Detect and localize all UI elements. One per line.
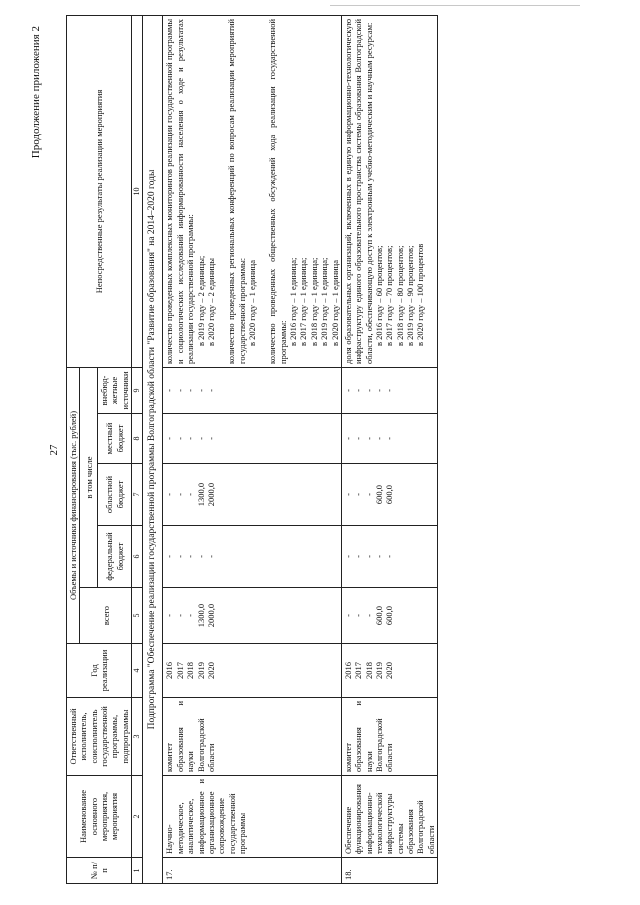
program-table — [66, 15, 438, 884]
header-funding: Объемы и источники финансирования (тыс. рублей) — [67, 367, 80, 643]
header-including: в том числе — [80, 367, 98, 587]
column-number: 2 — [132, 776, 143, 858]
year: 2016 — [164, 662, 175, 679]
header-year: Год реализации — [67, 644, 132, 698]
result-line: в 2016 году – 60 процентов; — [373, 245, 384, 346]
header-row-1 — [67, 15, 80, 883]
header-results: Непосредственные результаты реализации мероприятия — [67, 15, 132, 367]
local-cell — [341, 414, 437, 464]
table-row — [163, 15, 341, 883]
year: 2020 — [206, 662, 217, 679]
value: - — [174, 437, 185, 440]
value: - — [206, 555, 217, 558]
subprogram-title: Подпрограмма "Обеспечение реализации государственной программы Волгоградской области "Развитие образования" на 2014–2020 годы — [142, 15, 163, 883]
appendix-continuation-label: Продолжение приложения 2 — [30, 26, 42, 159]
value: 1300,0 — [195, 603, 206, 628]
regional-cell — [163, 464, 341, 526]
column-number: 8 — [132, 414, 143, 464]
value: - — [342, 389, 353, 392]
header-activity-name: Наименование основного мероприятия, мероприятия — [67, 776, 132, 858]
value: - — [363, 493, 374, 496]
value: - — [363, 437, 374, 440]
result-text: количество проведенных общественных обсуждений хода реализации государственной программы: — [267, 18, 288, 364]
result-text: количество проведенных региональных конференций по вопросам реализации мероприятий государственной программы: — [226, 18, 247, 364]
header-executor: Ответственный исполнитель, соисполнитель государственной программы, подпрограммы — [67, 698, 132, 776]
year: 2016 — [342, 662, 353, 679]
year: 2017 — [353, 662, 364, 679]
value: 2000,0 — [206, 482, 217, 507]
value: - — [174, 389, 185, 392]
value: - — [353, 437, 364, 440]
value: - — [164, 614, 175, 617]
value: - — [185, 437, 196, 440]
table-row — [341, 15, 437, 883]
subprogram-row — [142, 15, 163, 883]
header-num: № п/п — [67, 858, 132, 884]
header-local: местный бюджет — [98, 414, 132, 464]
column-number-row — [132, 15, 143, 883]
value: - — [363, 614, 374, 617]
value: - — [164, 555, 175, 558]
value: - — [342, 493, 353, 496]
year: 2020 — [384, 662, 395, 679]
regional-cell — [341, 464, 437, 526]
rotated-page — [26, 10, 626, 890]
federal-cell — [341, 526, 437, 588]
column-number: 9 — [132, 367, 143, 413]
value: 600,0 — [374, 484, 385, 505]
result-line: в 2016 году – 1 единица; — [288, 257, 299, 346]
header-regional: областной бюджет — [98, 464, 132, 526]
value: - — [353, 555, 364, 558]
value: - — [374, 437, 385, 440]
page-number: 27 — [48, 444, 60, 456]
value: - — [384, 389, 395, 392]
value: - — [174, 555, 185, 558]
value: 2000,0 — [206, 603, 217, 628]
value: - — [353, 493, 364, 496]
value: - — [174, 614, 185, 617]
total-cell — [163, 588, 341, 644]
value: - — [195, 389, 206, 392]
federal-cell — [163, 526, 341, 588]
extrabudget-cell — [163, 367, 341, 413]
result-line: в 2017 году – 1 единица; — [298, 257, 309, 346]
years-cell — [341, 644, 437, 698]
scan-edge-line — [330, 5, 580, 6]
result-line: в 2019 году – 1 единица; — [319, 257, 330, 346]
value: - — [164, 437, 175, 440]
value: - — [185, 555, 196, 558]
value: - — [363, 555, 374, 558]
column-number: 6 — [132, 526, 143, 588]
result-line: в 2018 году – 80 процентов; — [394, 245, 405, 346]
value: - — [374, 555, 385, 558]
value: - — [185, 493, 196, 496]
value: - — [185, 614, 196, 617]
value: - — [384, 555, 395, 558]
value: - — [164, 389, 175, 392]
column-number: 4 — [132, 644, 143, 698]
value: 600,0 — [384, 605, 395, 626]
result-line: в 2020 году – 100 процентов — [415, 243, 426, 346]
result-text: количество проведенных комплексных мониторингов реализации государственной программы и социологических исследований информированности населения о ходе и результатах реализации государственной программы: — [164, 18, 196, 364]
value: - — [353, 614, 364, 617]
years-cell — [163, 644, 341, 698]
activity-name: Научно-методическое, аналитическое, информационное и организационное сопровождение государственной программы — [163, 776, 341, 858]
executor: комитет образования и науки Волгоградской области — [163, 698, 341, 776]
header-extrabudget: внебюд-жетные источники — [98, 367, 132, 413]
activity-name: Обеспечение функционирования информационно-технологической инфраструктуры системы образования Волгоградской области — [341, 776, 437, 858]
row-number: 17. — [163, 858, 341, 884]
extrabudget-cell — [341, 367, 437, 413]
value: - — [374, 389, 385, 392]
result-line: в 2019 году – 2 единицы; — [195, 255, 206, 346]
executor: комитет образования и науки Волгоградской области — [341, 698, 437, 776]
header-federal: федеральный бюджет — [98, 526, 132, 588]
year: 2017 — [174, 662, 185, 679]
year: 2019 — [374, 662, 385, 679]
total-cell — [341, 588, 437, 644]
value: - — [174, 493, 185, 496]
year: 2018 — [185, 662, 196, 679]
results-cell — [341, 15, 437, 367]
year: 2018 — [363, 662, 374, 679]
value: 1300,0 — [195, 482, 206, 507]
row-number: 18. — [341, 858, 437, 884]
result-line: в 2017 году – 70 процентов; — [384, 245, 395, 346]
local-cell — [163, 414, 341, 464]
value: - — [206, 437, 217, 440]
results-cell — [163, 15, 341, 367]
result-line: в 2020 году – 1 единица — [329, 260, 340, 346]
column-number: 7 — [132, 464, 143, 526]
value: 600,0 — [384, 484, 395, 505]
value: - — [353, 389, 364, 392]
result-text: доля образовательных организаций, включенных в единую информационно-технологическую инфраструктуру единого образовательного пространства системы образования Волгоградской области, обеспечивающую доступ к электронным учебно-методическим и научным ресурсам: — [342, 18, 374, 364]
value: - — [342, 437, 353, 440]
value: - — [384, 437, 395, 440]
value: - — [195, 437, 206, 440]
column-number: 1 — [132, 858, 143, 884]
result-line: в 2019 году – 90 процентов; — [405, 245, 416, 346]
header-total: всего — [80, 588, 132, 644]
value: - — [342, 614, 353, 617]
value: - — [185, 389, 196, 392]
value: - — [164, 493, 175, 496]
year: 2019 — [195, 662, 206, 679]
result-line: в 2020 году – 1 единица — [247, 260, 257, 346]
value: - — [342, 555, 353, 558]
column-number: 5 — [132, 588, 143, 644]
value: - — [195, 555, 206, 558]
column-number: 3 — [132, 698, 143, 776]
result-line: в 2018 году – 1 единица; — [308, 257, 319, 346]
value: 600,0 — [374, 605, 385, 626]
column-number: 10 — [132, 15, 143, 367]
value: - — [206, 389, 217, 392]
result-line: в 2020 году – 2 единицы — [205, 258, 216, 346]
value: - — [363, 389, 374, 392]
